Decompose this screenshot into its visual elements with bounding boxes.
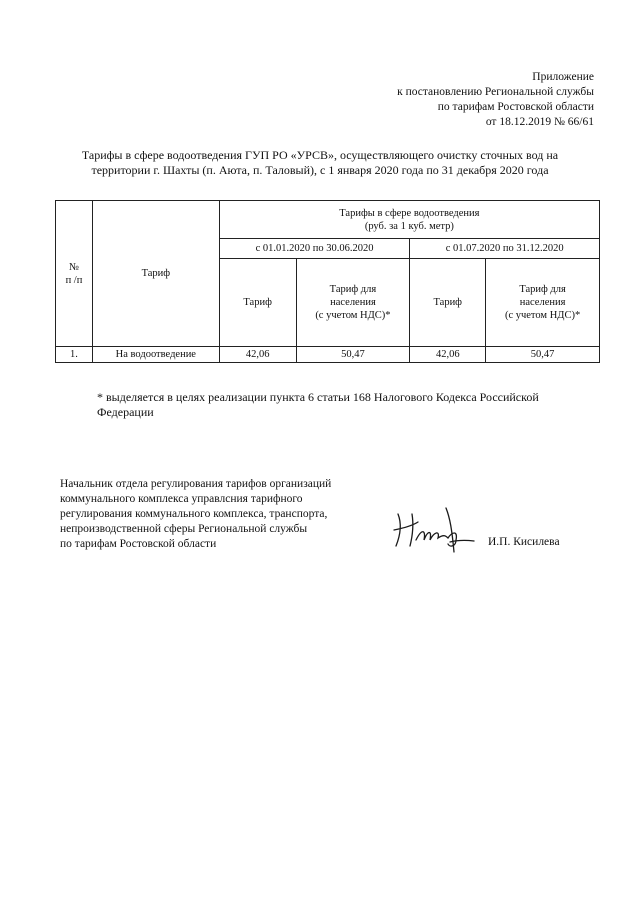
- footnote-line: Федерации: [97, 405, 154, 419]
- header-period-2: с 01.07.2020 по 31.12.2020: [410, 239, 600, 259]
- document-title: [40, 148, 600, 178]
- row-p1-population: 50,47: [296, 347, 410, 363]
- signatory-line: непроизводственной сферы Региональной службы: [60, 523, 308, 535]
- header-number: [56, 201, 93, 347]
- row-p2-tariff: 42,06: [410, 347, 486, 363]
- signatory-line: Начальник отдела регулирования тарифов организаций: [60, 478, 332, 490]
- tariff-table: [55, 200, 600, 363]
- row-name: На водоотведение: [92, 347, 219, 363]
- title-line: Тарифы в сфере водоотведения ГУП РО «УРСВ», осуществляющего очистку сточных вод на: [81, 148, 559, 162]
- title-line: территории г. Шахты (п. Аюта, п. Таловый), с 1 января 2020 года по 31 декабря 2020 года: [91, 163, 549, 177]
- header-tariff: Тариф: [92, 201, 219, 347]
- header-p2-population: [486, 259, 600, 347]
- appendix-line: по тарифам Ростовской области: [437, 101, 594, 113]
- header-p2-tariff: Тариф: [410, 259, 486, 347]
- row-p1-tariff: 42,06: [219, 347, 296, 363]
- header-pop-line: (с учетом НДС)*: [504, 310, 581, 321]
- signatory-line: коммунального комплекса управлсния тарифного: [60, 493, 303, 505]
- header-period-1: с 01.01.2020 по 30.06.2020: [219, 239, 410, 259]
- appendix-line: Приложение: [532, 71, 594, 83]
- header-pop-line: Тариф для: [329, 284, 377, 295]
- header-group: [219, 201, 599, 239]
- header-pop-line: (с учетом НДС)*: [315, 310, 391, 321]
- header-group-line: Тарифы в сфере водоотведения: [339, 207, 480, 219]
- appendix-line: к постановлению Региональной службы: [397, 86, 594, 98]
- header-p1-population: [296, 259, 410, 347]
- table-row: [56, 347, 600, 363]
- signatory-name: И.П. Кисилева: [488, 536, 560, 548]
- signatory-position: [60, 477, 380, 552]
- row-number: 1.: [56, 347, 93, 363]
- header-pop-line: населения: [519, 297, 566, 308]
- header-p1-tariff: Тариф: [219, 259, 296, 347]
- footnote-line: * выделяется в целях реализации пункта 6 статьи 168 Налогового Кодекса Российской: [97, 390, 539, 404]
- footnote: [97, 390, 597, 420]
- signatory-line: регулирования коммунального комплекса, транспорта,: [60, 508, 328, 520]
- row-p2-population: 50,47: [486, 347, 600, 363]
- header-pop-line: Тариф для: [519, 284, 566, 295]
- handwritten-signature: [388, 500, 478, 560]
- header-number-line: №: [68, 261, 79, 273]
- appendix-header: [294, 70, 594, 130]
- appendix-line: от 18.12.2019 № 66/61: [485, 116, 594, 128]
- signatory-line: по тарифам Ростовской области: [60, 538, 217, 550]
- header-pop-line: населения: [330, 297, 376, 308]
- header-group-line: (руб. за 1 куб. метр): [364, 220, 454, 232]
- header-number-line: п /п: [65, 274, 83, 286]
